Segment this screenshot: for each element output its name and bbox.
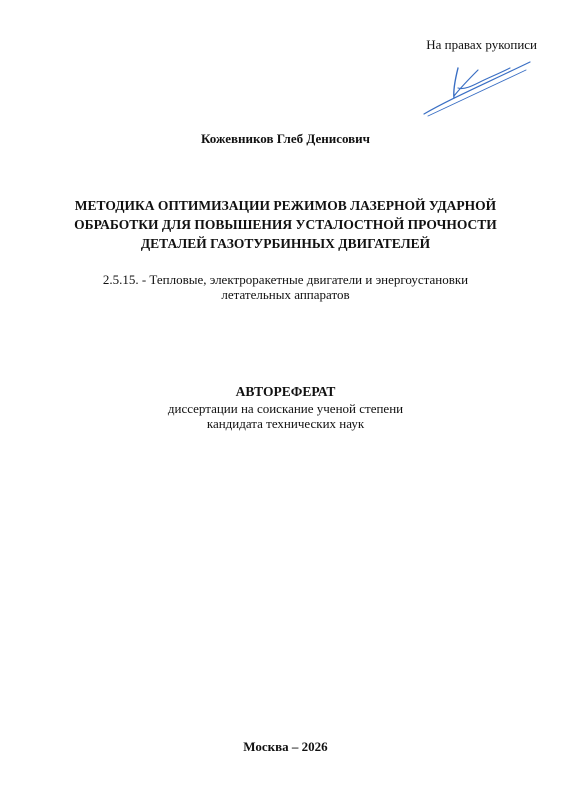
specialty-code	[40, 272, 531, 302]
title-line: ОБРАБОТКИ ДЛЯ ПОВЫШЕНИЯ УСТАЛОСТНОЙ ПРОЧНОСТИ	[74, 217, 497, 232]
city-year: Москва – 2026	[243, 739, 328, 754]
document-type: АВТОРЕФЕРАТ	[235, 384, 336, 399]
purpose-line: диссертации на соискание ученой степени	[167, 401, 404, 416]
title-line: МЕТОДИКА ОПТИМИЗАЦИИ РЕЖИМОВ ЛАЗЕРНОЙ УДАРНОЙ	[74, 198, 497, 213]
handwritten-signature	[418, 56, 534, 118]
dissertation-title	[40, 196, 531, 253]
rights-notice: На правах рукописи	[426, 37, 537, 52]
degree-purpose	[0, 401, 571, 431]
author-name: Кожевников Глеб Денисович	[200, 131, 370, 146]
specialty-line: летательных аппаратов	[221, 287, 350, 302]
title-line: ДЕТАЛЕЙ ГАЗОТУРБИННЫХ ДВИГАТЕЛЕЙ	[140, 236, 431, 251]
purpose-line: кандидата технических наук	[206, 416, 365, 431]
specialty-line: 2.5.15. - Тепловые, электроракетные двигатели и энергоустановки	[102, 272, 469, 287]
